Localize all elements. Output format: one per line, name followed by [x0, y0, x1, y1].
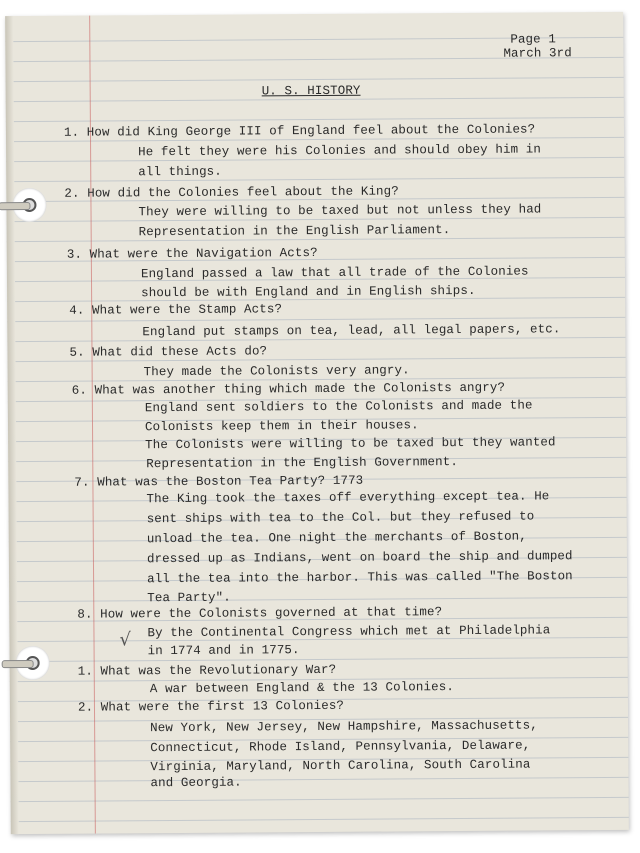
note-line: Tea Party". [147, 590, 231, 606]
note-line: He felt they were his Colonies and should obey him in [138, 142, 542, 160]
note-line: 2. How did the Colonies feel about the King? [64, 184, 399, 201]
note-line: 1. How did King George III of England feel about the Colonies? [63, 122, 536, 140]
note-line: should be with England and in English ships. [141, 283, 476, 301]
note-line: 5. What did these Acts do? [69, 344, 268, 360]
note-line: 1. What was the Revolutionary War? [77, 662, 337, 679]
page-number: Page 1 [510, 32, 556, 47]
note-line: dressed up as Indians, went on board the ship and dumped [146, 549, 573, 567]
note-line: Representation in the English Parliament. [138, 223, 451, 240]
note-line: By the Continental Congress which met at Philadelphia [147, 623, 551, 641]
note-line: unload the tea. One night the merchants of Boston, [146, 529, 527, 547]
binder-ring-top [0, 202, 31, 210]
binder-ring-bottom [2, 660, 34, 668]
notebook-page [5, 12, 629, 834]
note-line: all the tea into the harbor. This was called "The Boston [147, 569, 573, 587]
note-line: The Colonists were willing to be taxed but they wanted [145, 435, 556, 453]
note-line: Virginia, Maryland, North Carolina, South Carolina [150, 757, 531, 775]
note-line: The King took the taxes off everything except tea. He [146, 489, 550, 507]
note-line: 3. What were the Navigation Acts? [66, 245, 318, 262]
note-line: New York, New Jersey, New Hampshire, Massachusetts, [150, 718, 538, 736]
binding-edge [5, 16, 19, 834]
note-line: in 1774 and in 1775. [147, 643, 300, 659]
check-mark: √ [119, 629, 132, 651]
note-line: all things. [138, 164, 222, 180]
note-line: England passed a law that all trade of the Colonies [140, 264, 529, 282]
note-line: 4. What were the Stamp Acts? [69, 302, 283, 318]
note-line: A war between England & the 13 Colonies. [149, 680, 454, 697]
note-line: Representation in the English Government. [146, 455, 458, 472]
note-line: 7. What was the Boston Tea Party? 1773 [74, 473, 364, 490]
note-line: Colonists keep them in their houses. [144, 418, 419, 435]
note-line: sent ships with tea to the Col. but they refused to [146, 509, 535, 527]
note-line: Connecticut, Rhode Island, Pennsylvania, Delaware, [150, 738, 531, 756]
note-line: They were willing to be taxed but not unless they had [138, 202, 542, 220]
note-line: They made the Colonists very angry. [143, 363, 410, 380]
note-line: 2. What were the first 13 Colonies? [77, 698, 345, 715]
note-line: 8. How were the Colonists governed at that time? [77, 605, 443, 622]
page-date: March 3rd [503, 46, 572, 61]
note-line: 6. What was another thing which made the Colonists angry? [71, 380, 506, 398]
note-line: England sent soldiers to the Colonists and made the [144, 398, 533, 416]
page-title: U. S. HISTORY [261, 83, 361, 99]
note-line: and Georgia. [150, 775, 242, 791]
note-line: England put stamps on tea, lead, all legal papers, etc. [142, 322, 561, 340]
